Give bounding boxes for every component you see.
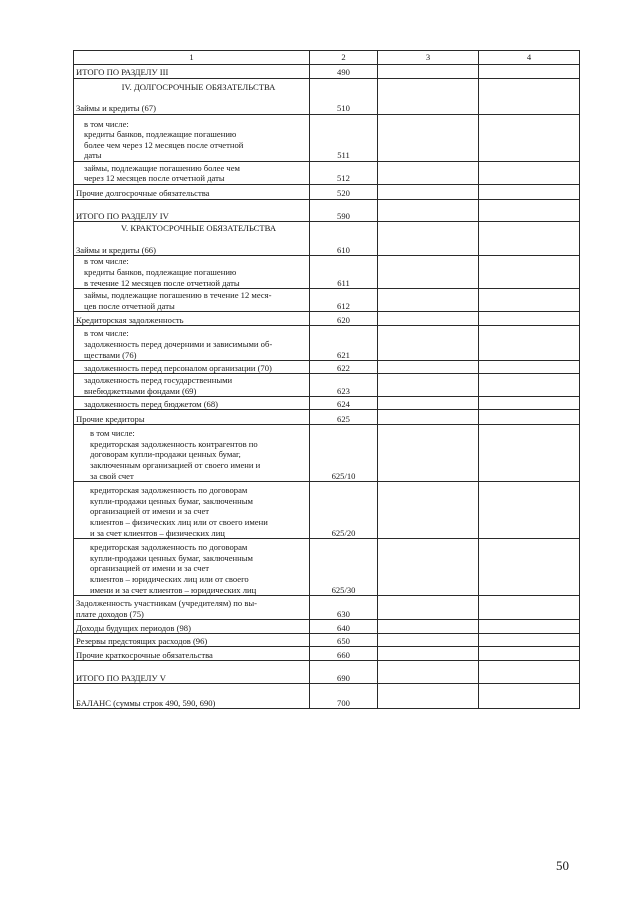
row-label-cell xyxy=(74,200,310,222)
row-label-line: через 12 месяцев после отчетной даты xyxy=(84,173,225,184)
table-row xyxy=(74,634,580,647)
row-label-line: в течение 12 месяцев после отчетной даты xyxy=(84,277,240,288)
row-code-cell: 624 xyxy=(310,397,378,410)
row-code-cell: 690 xyxy=(310,661,378,684)
row-code-cell: 622 xyxy=(310,361,378,374)
column-header-1: 1 xyxy=(74,51,310,65)
row-code-cell: 490 xyxy=(310,65,378,79)
value-cell-col4 xyxy=(479,634,580,647)
row-label-line: ществами (76) xyxy=(84,349,137,360)
value-cell-col4 xyxy=(479,162,580,185)
row-code-cell: 612 xyxy=(310,289,378,312)
row-label-line: Резервы предстоящих расходов (96) xyxy=(76,635,208,646)
row-label-line: кредиторская задолженность контрагентов по xyxy=(90,438,258,449)
row-label-line: организацией от имени и за счет xyxy=(90,563,210,574)
row-label-cell xyxy=(74,410,310,425)
row-code-cell: 620 xyxy=(310,312,378,326)
row-label-line: Прочие кредиторы xyxy=(76,413,145,424)
value-cell-col4 xyxy=(479,222,580,256)
value-cell-col4 xyxy=(479,256,580,289)
value-cell-col3 xyxy=(378,115,479,162)
row-label-line xyxy=(76,662,307,673)
row-label-line: за свой счет xyxy=(90,470,134,481)
row-label-cell xyxy=(74,684,310,709)
row-label-line: и за счет клиентов – физических лиц xyxy=(90,527,225,538)
table-row xyxy=(74,79,580,115)
row-code-cell: 625/20 xyxy=(310,482,378,539)
row-label-line xyxy=(76,93,307,104)
value-cell-col3 xyxy=(378,634,479,647)
row-label-line xyxy=(76,200,307,211)
row-label-line: задолженность перед государственными xyxy=(84,375,233,385)
table-row xyxy=(74,289,580,312)
value-cell-col3 xyxy=(378,185,479,200)
row-label-cell xyxy=(74,162,310,185)
row-code-cell: 512 xyxy=(310,162,378,185)
value-cell-col3 xyxy=(378,222,479,256)
row-label-line: даты xyxy=(84,150,102,161)
row-label-cell xyxy=(74,397,310,410)
value-cell-col4 xyxy=(479,539,580,596)
value-cell-col4 xyxy=(479,620,580,634)
row-label-cell xyxy=(74,289,310,312)
row-label-cell xyxy=(74,79,310,115)
row-label-line xyxy=(76,687,307,698)
row-code-cell: 590 xyxy=(310,200,378,222)
table-row xyxy=(74,326,580,361)
value-cell-col3 xyxy=(378,397,479,410)
row-label-line: в том числе: xyxy=(84,118,129,129)
column-number-row xyxy=(74,51,580,65)
table-row xyxy=(74,115,580,162)
row-label-cell xyxy=(74,312,310,326)
row-label-cell xyxy=(74,185,310,200)
row-label-line: внебюджетными фондами (69) xyxy=(84,385,197,396)
row-label-line: цев после отчетной даты xyxy=(84,300,175,311)
value-cell-col4 xyxy=(479,374,580,397)
value-cell-col3 xyxy=(378,620,479,634)
value-cell-col4 xyxy=(479,361,580,374)
liabilities-table xyxy=(73,50,580,709)
row-label-line: организацией от имени и за счет xyxy=(90,506,210,517)
table-row xyxy=(74,620,580,634)
row-label-cell xyxy=(74,361,310,374)
row-label-line: Займы и кредиты (67) xyxy=(76,103,156,114)
table-row xyxy=(74,374,580,397)
value-cell-col3 xyxy=(378,596,479,620)
row-code-cell: 511 xyxy=(310,115,378,162)
row-label-line: ИТОГО ПО РАЗДЕЛУ III xyxy=(76,67,169,78)
row-code-cell: 625 xyxy=(310,410,378,425)
row-label-cell xyxy=(74,634,310,647)
row-code-cell: 510 xyxy=(310,79,378,115)
row-label-line: в том числе: xyxy=(84,256,129,267)
column-header-3: 3 xyxy=(378,51,479,65)
row-code-cell: 660 xyxy=(310,647,378,661)
row-label-line: купли-продажи ценных бумаг, заключенным xyxy=(90,552,253,563)
value-cell-col3 xyxy=(378,410,479,425)
value-cell-col4 xyxy=(479,397,580,410)
row-label-line: клиентов – юридических лиц или от своего xyxy=(90,574,249,584)
row-label-line: купли-продажи ценных бумаг, заключенным xyxy=(90,495,253,506)
row-label-line: IV. ДОЛГОСРОЧНЫЕ ОБЯЗАТЕЛЬСТВА xyxy=(121,82,276,93)
value-cell-col3 xyxy=(378,162,479,185)
row-label-line: задолженность перед персоналом организации (70) xyxy=(84,362,272,373)
table-row xyxy=(74,684,580,709)
row-label-line: ИТОГО ПО РАЗДЕЛУ V xyxy=(76,672,166,683)
value-cell-col3 xyxy=(378,684,479,709)
row-label-line: кредиты банков, подлежащие погашению xyxy=(84,129,237,140)
value-cell-col3 xyxy=(378,289,479,312)
table-row xyxy=(74,482,580,539)
row-label-line: клиентов – физических лиц или от своего имени xyxy=(90,517,268,527)
row-code-cell: 640 xyxy=(310,620,378,634)
table-row xyxy=(74,200,580,222)
value-cell-col4 xyxy=(479,185,580,200)
row-label-cell xyxy=(74,647,310,661)
value-cell-col4 xyxy=(479,312,580,326)
row-label-line: заключенным организацией от своего имени и xyxy=(90,460,261,470)
table-row xyxy=(74,312,580,326)
row-label-line: задолженность перед дочерними и зависимыми об- xyxy=(84,339,273,349)
value-cell-col4 xyxy=(479,79,580,115)
value-cell-col3 xyxy=(378,256,479,289)
row-label-line: имени и за счет клиентов – юридических лиц xyxy=(90,584,257,595)
row-label-cell xyxy=(74,661,310,684)
row-label-line: в том числе: xyxy=(84,328,129,339)
value-cell-col4 xyxy=(479,115,580,162)
value-cell-col3 xyxy=(378,200,479,222)
row-code-cell: 700 xyxy=(310,684,378,709)
value-cell-col4 xyxy=(479,410,580,425)
row-label-line: ИТОГО ПО РАЗДЕЛУ IV xyxy=(76,210,169,221)
value-cell-col3 xyxy=(378,361,479,374)
value-cell-col4 xyxy=(479,326,580,361)
value-cell-col3 xyxy=(378,65,479,79)
row-label-cell xyxy=(74,620,310,634)
row-label-cell xyxy=(74,482,310,539)
value-cell-col3 xyxy=(378,482,479,539)
table-row xyxy=(74,222,580,256)
row-label-line: Займы и кредиты (66) xyxy=(76,244,156,255)
row-label-cell xyxy=(74,256,310,289)
table-row xyxy=(74,162,580,185)
table-body xyxy=(74,65,580,709)
value-cell-col4 xyxy=(479,684,580,709)
table-row xyxy=(74,185,580,200)
table-row xyxy=(74,361,580,374)
row-label-line: договорам купли-продажи ценных бумаг, xyxy=(90,449,241,460)
row-label-line: Прочие долгосрочные обязательства xyxy=(76,188,210,199)
value-cell-col4 xyxy=(479,482,580,539)
row-code-cell: 625/30 xyxy=(310,539,378,596)
table-row xyxy=(74,661,580,684)
row-label-line: задолженность перед бюджетом (68) xyxy=(84,398,219,409)
row-code-cell: 650 xyxy=(310,634,378,647)
row-label-line: Задолженность участникам (учредителям) по вы- xyxy=(76,598,258,608)
row-code-cell: 610 xyxy=(310,222,378,256)
value-cell-col4 xyxy=(479,200,580,222)
table-row xyxy=(74,397,580,410)
row-label-line: займы, подлежащие погашению более чем xyxy=(84,162,241,173)
value-cell-col4 xyxy=(479,661,580,684)
value-cell-col3 xyxy=(378,661,479,684)
table-row xyxy=(74,647,580,661)
value-cell-col3 xyxy=(378,539,479,596)
page-number: 50 xyxy=(556,858,569,873)
column-header-2: 2 xyxy=(310,51,378,65)
value-cell-col4 xyxy=(479,647,580,661)
row-label-line: плате доходов (75) xyxy=(76,608,144,619)
value-cell-col4 xyxy=(479,289,580,312)
row-label-line: Кредиторская задолженность xyxy=(76,314,184,325)
row-label-cell xyxy=(74,539,310,596)
row-label-cell xyxy=(74,425,310,482)
row-label-cell xyxy=(74,374,310,397)
value-cell-col4 xyxy=(479,425,580,482)
row-code-cell: 625/10 xyxy=(310,425,378,482)
value-cell-col3 xyxy=(378,312,479,326)
row-code-cell: 520 xyxy=(310,185,378,200)
table-row xyxy=(74,425,580,482)
value-cell-col4 xyxy=(479,65,580,79)
value-cell-col3 xyxy=(378,425,479,482)
row-label-line: кредиторская задолженность по договорам xyxy=(90,542,248,553)
value-cell-col4 xyxy=(479,596,580,620)
table-row xyxy=(74,410,580,425)
row-label-cell xyxy=(74,222,310,256)
row-label-line: кредиторская задолженность по договорам xyxy=(90,485,248,496)
row-label-line: более чем через 12 месяцев после отчетной xyxy=(84,139,244,150)
row-code-cell: 630 xyxy=(310,596,378,620)
row-label-line: Доходы будущих периодов (98) xyxy=(76,622,191,633)
row-label-line: БАЛАНС (суммы строк 490, 590, 690) xyxy=(76,697,216,708)
table-row xyxy=(74,256,580,289)
row-label-cell xyxy=(74,115,310,162)
row-label-cell xyxy=(74,65,310,79)
table-row xyxy=(74,65,580,79)
value-cell-col3 xyxy=(378,647,479,661)
table-row xyxy=(74,596,580,620)
value-cell-col3 xyxy=(378,326,479,361)
row-label-line xyxy=(76,234,307,245)
balance-sheet-form xyxy=(73,50,579,709)
value-cell-col3 xyxy=(378,79,479,115)
row-code-cell: 621 xyxy=(310,326,378,361)
column-header-4: 4 xyxy=(479,51,580,65)
row-label-cell xyxy=(74,326,310,361)
row-label-line: в том числе: xyxy=(90,428,135,439)
row-code-cell: 623 xyxy=(310,374,378,397)
value-cell-col3 xyxy=(378,374,479,397)
row-label-line: займы, подлежащие погашению в течение 12 меся- xyxy=(84,290,272,300)
row-label-line: V. КРАКТОСРОЧНЫЕ ОБЯЗАТЕЛЬСТВА xyxy=(120,223,277,234)
table-row xyxy=(74,539,580,596)
row-label-line: Прочие краткосрочные обязательства xyxy=(76,649,213,660)
row-label-line: кредиты банков, подлежащие погашению xyxy=(84,267,237,277)
row-code-cell: 611 xyxy=(310,256,378,289)
row-label-cell xyxy=(74,596,310,620)
